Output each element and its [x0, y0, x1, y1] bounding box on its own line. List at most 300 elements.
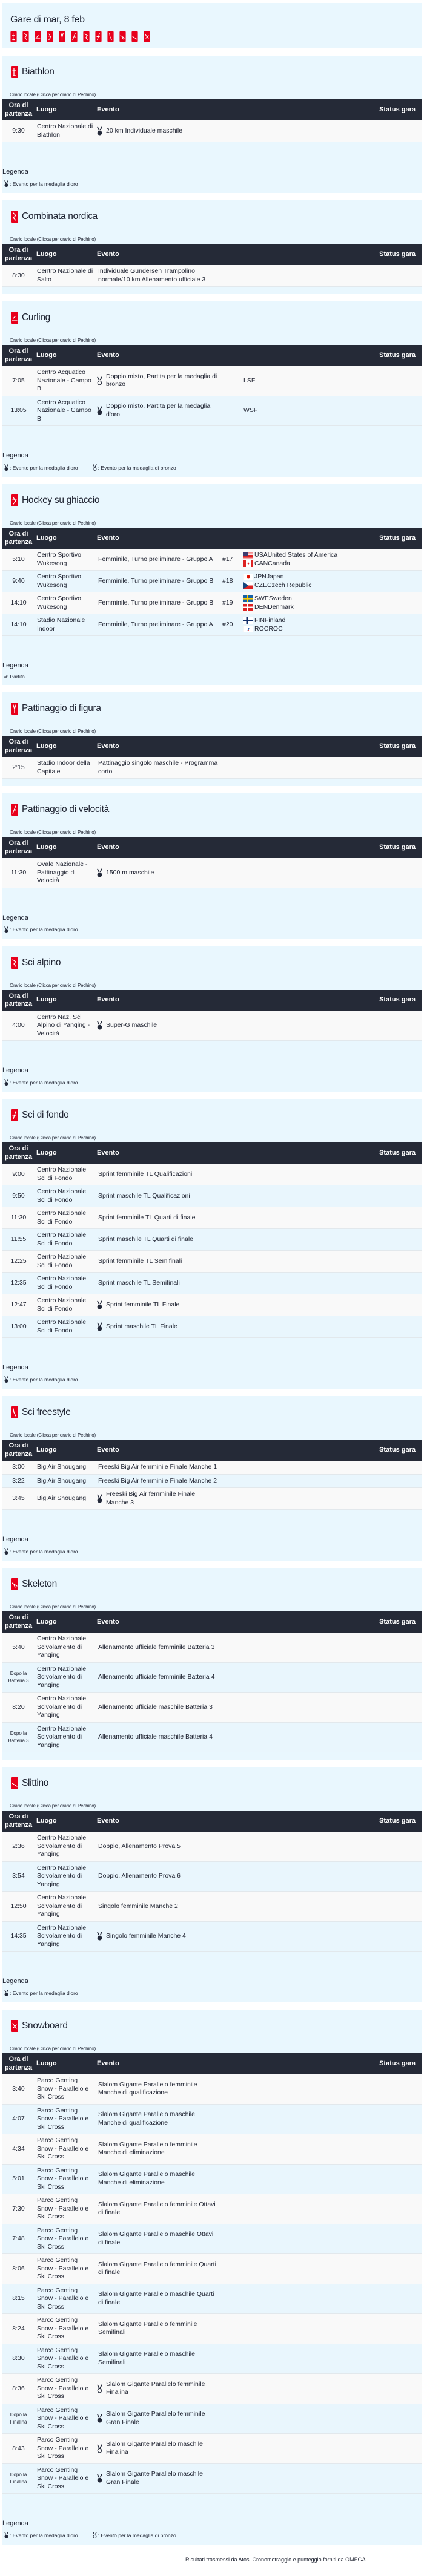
- col-event: Evento: [97, 2059, 119, 2067]
- section-heading: Combinata nordica: [22, 211, 98, 221]
- table-row[interactable]: [2, 2404, 422, 2434]
- race-status: [367, 1316, 422, 1338]
- table-row[interactable]: [2, 2224, 422, 2254]
- event[interactable]: [97, 2440, 219, 2457]
- team[interactable]: [243, 625, 365, 634]
- event[interactable]: [97, 1903, 219, 1911]
- cross-country-skiing-icon[interactable]: [95, 31, 102, 42]
- start-time: Dopo la Finalina: [2, 2404, 35, 2434]
- snowboard-icon[interactable]: [144, 31, 150, 42]
- col-status: Status gara: [379, 1446, 416, 1454]
- event[interactable]: [97, 2201, 219, 2217]
- schedule-table: [2, 1142, 422, 1338]
- figure-skating-icon: [11, 703, 18, 715]
- participants: [242, 2314, 367, 2344]
- event[interactable]: [97, 2081, 219, 2097]
- table-row[interactable]: [2, 1011, 422, 1041]
- table-row[interactable]: [2, 592, 422, 614]
- team-code: CAN: [254, 559, 268, 567]
- venue: Centro Nazionale Scivolamento di Yanqing: [35, 1633, 95, 1662]
- team-code: CZE: [254, 581, 267, 589]
- flag-usa-icon: [243, 552, 253, 559]
- venue: Parco Genting Snow - Parallelo e Ski Cross: [35, 2164, 95, 2194]
- col-venue: Luogo: [36, 1817, 57, 1824]
- event[interactable]: [97, 868, 219, 878]
- local-time-toggle[interactable]: Orario locale (Clicca per orario di Pechino): [10, 338, 96, 343]
- table-row[interactable]: [2, 1861, 422, 1892]
- event[interactable]: [97, 1236, 219, 1244]
- legend: [2, 142, 422, 193]
- legend-item-gold: [4, 464, 78, 471]
- schedule-table: [2, 1440, 422, 1510]
- local-time-toggle[interactable]: Orario locale (Clicca per orario di Pechino): [10, 729, 96, 734]
- event-name: Freeski Big Air femminile Finale Manche 2: [98, 1476, 217, 1484]
- race-status: [367, 396, 422, 426]
- event[interactable]: [97, 2321, 219, 2337]
- event-name: Femminile, Turno preliminare - Gruppo A: [98, 620, 213, 628]
- table-row[interactable]: [2, 2104, 422, 2134]
- local-time-toggle[interactable]: Orario locale (Clicca per orario di Pechino): [10, 92, 96, 97]
- venue: Centro Nazionale Sci di Fondo: [35, 1294, 95, 1316]
- event[interactable]: [97, 1192, 219, 1201]
- race-status: [367, 1722, 422, 1752]
- bronze-medal-icon: [97, 2384, 102, 2394]
- col-venue: Luogo: [36, 534, 57, 542]
- event[interactable]: [97, 373, 219, 389]
- match-number: [220, 1164, 242, 1185]
- col-event: Evento: [97, 1446, 119, 1454]
- event-name: Femminile, Turno preliminare - Gruppo B: [98, 598, 214, 606]
- section-title: [2, 211, 422, 223]
- venue: Ovale Nazionale - Pattinaggio di Velocità: [35, 858, 95, 888]
- local-time-toggle[interactable]: Orario locale (Clicca per orario di Pechino): [10, 1432, 96, 1438]
- participants: [242, 1273, 367, 1294]
- start-time: 11:30: [2, 858, 35, 888]
- event[interactable]: [97, 2141, 219, 2157]
- event[interactable]: [97, 2410, 219, 2427]
- section-title: [2, 312, 422, 324]
- alpine-skiing-icon[interactable]: [83, 31, 90, 42]
- start-time: 14:35: [2, 1921, 35, 1952]
- col-start-time: Ora di partenza: [4, 2056, 33, 2071]
- table-row[interactable]: [2, 1316, 422, 1338]
- col-status: Status gara: [379, 250, 416, 258]
- table-row[interactable]: [2, 2314, 422, 2344]
- sport-section: [2, 2010, 422, 2545]
- match-number: [220, 2314, 242, 2344]
- race-status: [367, 1921, 422, 1952]
- event[interactable]: [97, 1733, 219, 1742]
- day-header: [2, 3, 422, 48]
- start-time: 9:50: [2, 1185, 35, 1207]
- participants: [242, 592, 367, 614]
- team-name: Czech Republic: [267, 581, 312, 589]
- event-name: Freeski Big Air femminile Finale Manche 3: [106, 1490, 196, 1506]
- race-status: [367, 2134, 422, 2165]
- team[interactable]: [243, 582, 365, 590]
- table-row[interactable]: [2, 120, 422, 142]
- table-row[interactable]: [2, 2194, 422, 2224]
- table-row[interactable]: [2, 1633, 422, 1662]
- event[interactable]: [97, 1644, 219, 1652]
- race-status: [367, 2104, 422, 2134]
- table-row[interactable]: [2, 366, 422, 396]
- race-status: [367, 1474, 422, 1488]
- legend-title: Legenda: [2, 452, 28, 459]
- participants: [242, 1832, 367, 1861]
- event-cell: [95, 366, 220, 396]
- race-status: [367, 1633, 422, 1662]
- participants: [242, 2344, 367, 2374]
- schedule-table: [2, 99, 422, 142]
- local-time-toggle[interactable]: Orario locale (Clicca per orario di Pechino): [10, 237, 96, 242]
- table-row[interactable]: [2, 2074, 422, 2104]
- race-status: [367, 571, 422, 592]
- col-status: Status gara: [379, 843, 416, 851]
- legend-item-gold: [4, 2531, 78, 2539]
- event[interactable]: [97, 1931, 219, 1941]
- event[interactable]: [97, 1257, 219, 1266]
- match-number: [220, 2224, 242, 2254]
- event[interactable]: [97, 2470, 219, 2486]
- race-status: [367, 1461, 422, 1474]
- table-row[interactable]: [2, 858, 422, 888]
- col-start-time: Ora di partenza: [4, 1614, 33, 1630]
- bronze-medal-icon: [97, 376, 102, 386]
- venue: Parco Genting Snow - Parallelo e Ski Cross: [35, 2134, 95, 2165]
- event[interactable]: [97, 2230, 219, 2247]
- sport-section: [2, 301, 422, 477]
- race-status: [367, 2254, 422, 2284]
- event[interactable]: [97, 556, 219, 564]
- venue: Parco Genting Snow - Parallelo e Ski Cross: [35, 2104, 95, 2134]
- event[interactable]: [97, 599, 219, 608]
- event[interactable]: [97, 1322, 219, 1332]
- table-header: [2, 1811, 422, 1832]
- table-header: [2, 345, 422, 366]
- event-cell: [95, 2134, 220, 2165]
- team[interactable]: [243, 595, 365, 603]
- table-row[interactable]: [2, 1207, 422, 1229]
- event-cell: [95, 1488, 220, 1510]
- biathlon-icon: [11, 66, 18, 78]
- sport-sections: [0, 56, 424, 2545]
- event[interactable]: [97, 1490, 219, 1507]
- legend-item-match: [4, 673, 25, 680]
- venue: Centro Nazionale Scivolamento di Yanqing: [35, 1832, 95, 1861]
- col-start-time: Ora di partenza: [4, 839, 33, 855]
- race-status: [367, 1693, 422, 1723]
- curling-icon[interactable]: [35, 31, 41, 42]
- race-status: [367, 2374, 422, 2404]
- race-status: [367, 1832, 422, 1861]
- start-time: Dopo la Batteria 3: [2, 1662, 35, 1693]
- match-number: [220, 1722, 242, 1752]
- table-row[interactable]: [2, 2254, 422, 2284]
- event-name: Femminile, Turno preliminare - Gruppo A: [98, 555, 213, 563]
- start-time: 12:35: [2, 1273, 35, 1294]
- match-number: [220, 858, 242, 888]
- speed-skating-icon[interactable]: [71, 31, 78, 42]
- table-body: [2, 1164, 422, 1338]
- team[interactable]: [243, 551, 365, 560]
- event-name: Femminile, Turno preliminare - Gruppo B: [98, 577, 214, 585]
- section-heading: Sci alpino: [22, 957, 61, 968]
- table-row[interactable]: [2, 396, 422, 426]
- sport-section: [2, 1568, 422, 1760]
- start-time: 2:36: [2, 1832, 35, 1861]
- venue: Parco Genting Snow - Parallelo e Ski Cross: [35, 2434, 95, 2464]
- skeleton-icon[interactable]: [119, 31, 126, 42]
- legend-text: : Evento per la medaglia d'oro: [10, 464, 78, 471]
- col-start-time: Ora di partenza: [4, 1813, 33, 1829]
- table-row[interactable]: [2, 1832, 422, 1861]
- col-start-time: Ora di partenza: [4, 246, 33, 262]
- table-row[interactable]: [2, 2344, 422, 2374]
- event[interactable]: [97, 2290, 219, 2307]
- flag-den-icon: [243, 604, 253, 611]
- team-name: Sweden: [268, 595, 292, 602]
- event-name: 1500 m maschile: [106, 868, 154, 876]
- table-row[interactable]: [2, 265, 422, 287]
- event-name: Slalom Gigante Parallelo maschile Semifinali: [98, 2350, 195, 2366]
- event-cell: [95, 1633, 220, 1662]
- table-row[interactable]: [2, 1474, 422, 1488]
- table-body: [2, 858, 422, 888]
- local-time-toggle[interactable]: Orario locale (Clicca per orario di Pechino): [10, 1135, 96, 1141]
- figure-skating-icon[interactable]: [59, 31, 65, 42]
- table-row[interactable]: [2, 2134, 422, 2165]
- legend-title: Legenda: [2, 1067, 28, 1074]
- event[interactable]: [97, 577, 219, 586]
- team[interactable]: [243, 573, 365, 582]
- table-row[interactable]: [2, 1229, 422, 1251]
- event[interactable]: [97, 759, 219, 776]
- section-title: [2, 2020, 422, 2032]
- start-time: 7:48: [2, 2224, 35, 2254]
- table-row[interactable]: [2, 2374, 422, 2404]
- event[interactable]: [97, 2261, 219, 2277]
- table-row[interactable]: [2, 1722, 422, 1752]
- local-time-toggle[interactable]: Orario locale (Clicca per orario di Pechino): [10, 1604, 96, 1610]
- section-title: [2, 494, 422, 506]
- event[interactable]: [97, 2381, 219, 2397]
- event-cell: [95, 858, 220, 888]
- event[interactable]: [97, 1463, 219, 1472]
- ice-hockey-icon: [11, 494, 18, 506]
- event[interactable]: [97, 1673, 219, 1682]
- col-event: Evento: [97, 996, 119, 1004]
- team-name: ROC: [268, 624, 283, 632]
- event-name: Slalom Gigante Parallelo femminile Finalina: [106, 2380, 205, 2396]
- local-time-toggle[interactable]: Orario locale (Clicca per orario di Pechino): [10, 1803, 96, 1809]
- participants: [242, 614, 367, 636]
- team-name: Canada: [268, 559, 290, 567]
- legend-text: : Evento per la medaglia d'oro: [10, 2532, 78, 2538]
- table-row[interactable]: [2, 1488, 422, 1510]
- venue: Big Air Shougang: [35, 1461, 95, 1474]
- participants: [242, 1722, 367, 1752]
- speed-skating-icon: [11, 804, 18, 816]
- legend-title: Legenda: [2, 168, 28, 175]
- gold-medal-icon: [4, 1375, 8, 1383]
- event-cell: [95, 1474, 220, 1488]
- table-row[interactable]: [2, 1921, 422, 1952]
- event-name: Slalom Gigante Parallelo femminile Manche di qualificazione: [98, 2080, 197, 2097]
- table-body: [2, 2074, 422, 2494]
- start-time: 3:00: [2, 1461, 35, 1474]
- table-row[interactable]: [2, 1693, 422, 1723]
- participants: [242, 1461, 367, 1474]
- sport-icon-bar: [10, 31, 422, 42]
- participants: [242, 1488, 367, 1510]
- team-code: DEN: [254, 603, 268, 611]
- event-name: Sprint femminile TL Quarti di finale: [98, 1213, 196, 1221]
- nordic-combined-icon[interactable]: [22, 31, 29, 42]
- event[interactable]: [97, 1020, 219, 1031]
- match-number: [220, 2104, 242, 2134]
- venue: Centro Nazionale Scivolamento di Yanqing: [35, 1892, 95, 1922]
- event[interactable]: [97, 1477, 219, 1486]
- team[interactable]: [243, 617, 365, 625]
- event[interactable]: [97, 1170, 219, 1179]
- start-time: 7:30: [2, 2194, 35, 2224]
- participants: [242, 1316, 367, 1338]
- schedule-table: [2, 528, 422, 636]
- col-status: Status gara: [379, 1149, 416, 1156]
- start-time: 4:00: [2, 1011, 35, 1041]
- sport-section: [2, 1396, 422, 1561]
- event-cell: [95, 1294, 220, 1316]
- section-title: [2, 1578, 422, 1590]
- venue: Centro Nazionale di Biathlon: [35, 120, 95, 142]
- local-time-toggle[interactable]: Orario locale (Clicca per orario di Pechino): [10, 2046, 96, 2051]
- table-row[interactable]: [2, 1273, 422, 1294]
- table-row[interactable]: [2, 614, 422, 636]
- table-row[interactable]: [2, 1461, 422, 1474]
- match-number: [220, 2194, 242, 2224]
- table-body: [2, 120, 422, 142]
- schedule-table: [2, 736, 422, 779]
- table-row[interactable]: [2, 571, 422, 592]
- table-row[interactable]: [2, 1164, 422, 1185]
- event[interactable]: [97, 1279, 219, 1288]
- legend: [2, 636, 422, 685]
- section-title: [2, 1406, 422, 1418]
- venue: Parco Genting Snow - Parallelo e Ski Cross: [35, 2284, 95, 2314]
- event[interactable]: [97, 1300, 219, 1310]
- event[interactable]: [97, 2350, 219, 2367]
- event[interactable]: [97, 1214, 219, 1222]
- ice-hockey-icon[interactable]: [47, 31, 53, 42]
- sport-section: [2, 1099, 422, 1389]
- gold-medal-icon: [97, 405, 102, 416]
- table-row[interactable]: [2, 2164, 422, 2194]
- event[interactable]: [97, 402, 219, 419]
- event-cell: [95, 2254, 220, 2284]
- event-name: Slalom Gigante Parallelo femminile Quarti di finale: [98, 2260, 216, 2276]
- event[interactable]: [97, 621, 219, 629]
- local-time-toggle[interactable]: Orario locale (Clicca per orario di Pechino): [10, 520, 96, 526]
- table-row[interactable]: [2, 1251, 422, 1273]
- table-row[interactable]: [2, 1662, 422, 1693]
- event-name: Super-G maschile: [106, 1021, 157, 1029]
- venue: Centro Nazionale Sci di Fondo: [35, 1251, 95, 1273]
- race-status: [367, 1488, 422, 1510]
- table-row[interactable]: [2, 1892, 422, 1922]
- team-code: JPN: [254, 573, 267, 580]
- event-name: Pattinaggio singolo maschile - Programma corto: [98, 759, 218, 775]
- table-row[interactable]: [2, 2463, 422, 2494]
- event[interactable]: [97, 1843, 219, 1851]
- table-row[interactable]: [2, 2434, 422, 2464]
- local-time-toggle[interactable]: Orario locale (Clicca per orario di Pechino): [10, 982, 96, 988]
- team[interactable]: [243, 560, 365, 568]
- header-row: [2, 1142, 422, 1164]
- sport-section: [2, 56, 422, 193]
- col-event: Evento: [97, 843, 119, 851]
- table-body: [2, 1461, 422, 1510]
- section-title: [2, 1777, 422, 1789]
- event-name: Sprint femminile TL Semifinali: [98, 1257, 182, 1265]
- table-row[interactable]: [2, 549, 422, 571]
- event-cell: [95, 1722, 220, 1752]
- table-row[interactable]: [2, 2284, 422, 2314]
- biathlon-icon[interactable]: [10, 31, 17, 42]
- start-time: 2:15: [2, 757, 35, 779]
- start-time: 8:06: [2, 2254, 35, 2284]
- team[interactable]: [243, 603, 365, 612]
- match-number: [220, 1251, 242, 1273]
- col-venue: Luogo: [36, 1149, 57, 1156]
- flag-fin-icon: [243, 617, 253, 624]
- freestyle-skiing-icon[interactable]: [107, 31, 114, 42]
- page-title: Gare di mar, 8 feb: [10, 15, 85, 25]
- section-heading: Hockey su ghiaccio: [22, 495, 100, 505]
- participants: [242, 1207, 367, 1229]
- event-cell: [95, 265, 220, 287]
- local-time-toggle[interactable]: Orario locale (Clicca per orario di Pechino): [10, 830, 96, 835]
- event-cell: [95, 2164, 220, 2194]
- participants: [242, 2164, 367, 2194]
- event-cell: [95, 2463, 220, 2494]
- venue: Stadio Indoor della Capitale: [35, 757, 95, 779]
- race-status: [367, 592, 422, 614]
- venue: Big Air Shougang: [35, 1474, 95, 1488]
- table-row[interactable]: [2, 757, 422, 779]
- participants: [242, 1164, 367, 1185]
- table-row[interactable]: [2, 1294, 422, 1316]
- sport-section: [2, 200, 422, 294]
- start-time: 8:36: [2, 2374, 35, 2404]
- event[interactable]: [97, 267, 219, 284]
- event[interactable]: [97, 1872, 219, 1881]
- event-name: Sprint femminile TL Finale: [106, 1300, 180, 1308]
- race-status: [367, 1273, 422, 1294]
- table-row[interactable]: [2, 1185, 422, 1207]
- luge-icon[interactable]: [131, 31, 138, 42]
- event[interactable]: [97, 2171, 219, 2187]
- event[interactable]: [97, 1703, 219, 1712]
- start-time: 8:30: [2, 265, 35, 287]
- event[interactable]: [97, 126, 219, 136]
- gold-medal-icon: [4, 1547, 8, 1555]
- legend-title: Legenda: [2, 1978, 28, 1985]
- event[interactable]: [97, 2111, 219, 2127]
- event-cell: [95, 1832, 220, 1861]
- col-start-time: Ora di partenza: [4, 347, 33, 363]
- event-name: Doppio, Allenamento Prova 5: [98, 1842, 181, 1850]
